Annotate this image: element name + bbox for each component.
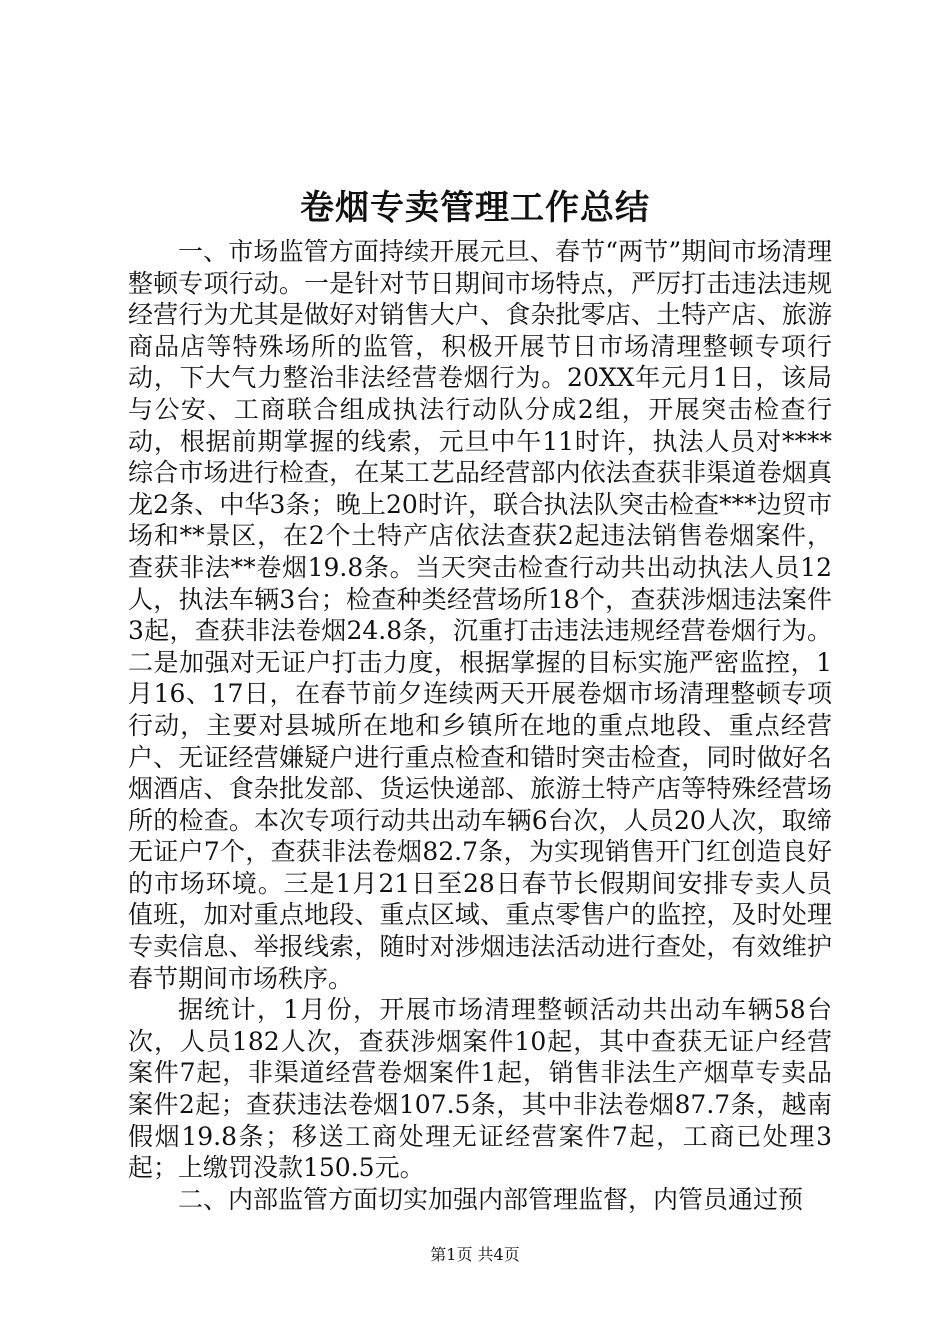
paragraph-internal-supervision: 二、内部监管方面切实加强内部管理监督，内管员通过预	[178, 1184, 804, 1214]
document-body	[128, 236, 832, 1215]
page-number-footer: 第1页 共4页	[430, 1245, 520, 1264]
document-title: 卷烟专卖管理工作总结	[300, 188, 650, 228]
paragraph-statistics: 据统计，1月份，开展市场清理整顿活动共出动车辆58台次，人员182人次，查获涉烟案件10起，其中查获无证户经营案件7起，非渠道经营卷烟案件1起，销售非法生产烟草专卖品案件2起；查获违法卷烟107.5条，其中非法卷烟87.7条，越南假烟19.8条；移送工商处理无证经营案件7起，工商已处理3起；上缴罚没款150.5元。	[128, 995, 832, 1183]
paragraph-market-supervision: 一、市场监管方面持续开展元旦、春节“两节”期间市场清理整顿专项行动。一是针对节日期间市场特点，严厉打击违法违规经营行为尤其是做好对销售大户、食杂批零店、土特产店、旅游商品店等特殊场所的监管，积极开展节日市场清理整顿专项行动，下大气力整治非法经营卷烟行为。20XX年元月1日，该局与公安、工商联合组成执法行动队分成2组，开展突击检查行动，根据前期掌握的线索，元旦中午11时许，执法人员对****综合市场进行检查，在某工艺品经营部内依法查获非渠道卷烟真龙2条、中华3条；晚上20时许，联合执法队突击检查***边贸市场和**景区，在2个土特产店依法查获2起违法销售卷烟案件，查获非法**卷烟19.8条。当天突击检查行动共出动执法人员12人，执法车辆3台；检查种类经营场所18个，查获涉烟违法案件3起，查获非法卷烟24.8条，沉重打击违法违规经营卷烟行为。二是加强对无证户打击力度，根据掌握的目标实施严密监控，1月16、17日，在春节前夕连续两天开展卷烟市场清理整顿专项行动，主要对县城所在地和乡镇所在地的重点地段、重点经营户、无证经营嫌疑户进行重点检查和错时突击检查，同时做好名烟酒店、食杂批发部、货运快递部、旅游土特产店等特殊经营场所的检查。本次专项行动共出动车辆6台次，人员20人次，取缔无证户7个，查获非法卷烟82.7条，为实现销售开门红创造良好的市场环境。三是1月21日至28日春节长假期间安排专卖人员值班，加对重点地段、重点区域、重点零售户的监控，及时处理专卖信息、举报线索，随时对涉烟违法活动进行查处，有效维护春节期间市场秩序。	[128, 237, 832, 993]
